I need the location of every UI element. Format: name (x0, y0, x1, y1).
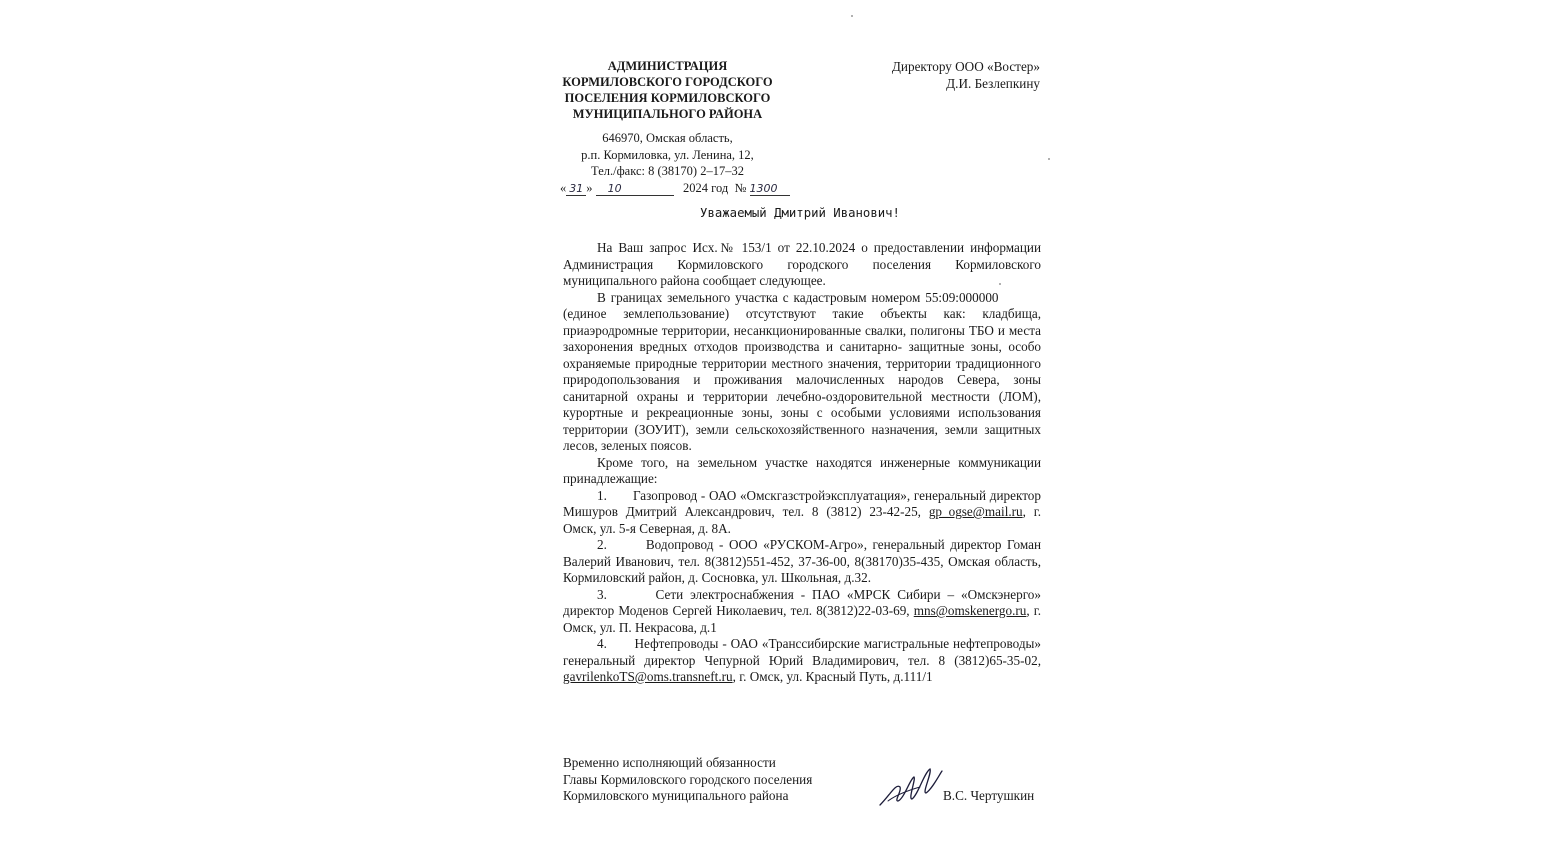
org-line: КОРМИЛОВСКОГО ГОРОДСКОГО (562, 75, 773, 89)
cadastral-text: В границах земельного участка с кадастровым номером 55:09:000000 (597, 289, 999, 305)
scan-speck (999, 283, 1001, 285)
handwritten-signature (876, 765, 948, 809)
paragraph-objects (563, 290, 1041, 455)
recipient-name: Д.И. Безлепкину (946, 75, 1040, 91)
item-number: 2. (597, 537, 607, 552)
email-link[interactable]: gp_ogse@mail.ru (928, 504, 1023, 519)
email-link[interactable]: mns@omskenergo.ru (913, 603, 1027, 618)
item-address: , г. Омск, ул. 5-я Северная, д. 8А. (563, 504, 1042, 536)
signatory-name: В.С. Чертушкин (943, 788, 1035, 803)
greeting: Уважаемый Дмитрий Иванович! (700, 206, 900, 220)
paragraph-communications: Кроме того, на земельном участке находятся инженерные коммуникации принадлежащие: (563, 454, 1041, 486)
signatory-line: Временно исполняющий обязанности (563, 755, 776, 770)
item-number: 3. (597, 586, 607, 602)
address-line: Тел./факс: 8 (38170) 2–17–32 (591, 164, 744, 178)
signatory-position (563, 755, 863, 805)
letter-body (563, 240, 1041, 686)
date-month: 10 (596, 182, 674, 196)
list-item (563, 587, 1041, 637)
item-address: , г. Омск, ул. П. Некрасова, д.1 (563, 603, 1042, 635)
sender-organization (555, 58, 780, 122)
item-text: Газопровод - ОАО «Омскгазстройэксплуатация», генеральный директор Мишуров Дмитрий Александрович, тел. 8 (3812) 23-42-25, (563, 487, 1041, 519)
item-text: Сети электроснабжения - ПАО «МРСК Сибири – «Омскэнерго» директор Моденов Сергей Николаевич, тел. 8(3812)22-03-69, (563, 586, 1041, 618)
number-label: № (734, 181, 747, 195)
recipient-position: Директору ООО «Востер» (891, 59, 1040, 74)
date-day: 31 (566, 182, 586, 196)
item-text: Водопровод - ООО «РУСКОМ-Агро», генеральный директор Гоман Валерий Иванович, тел. 8(3812)551-452, 37-36-00, 8(38170)35-435, Омская область, Кормиловский район, д. Сосновка, ул. Школьная, д.32. (563, 537, 1042, 585)
item-text: Нефтепроводы - ОАО «Транссибирские магистральные нефтепроводы» генеральный директор Чепурной Юрий Владимирович, тел. 8 (3812)65-35-02, (563, 636, 1042, 668)
date-number-line: « 31 » 10 2024 год № 1300 (560, 181, 790, 196)
list-item (563, 488, 1041, 538)
org-line: МУНИЦИПАЛЬНОГО РАЙОНА (572, 107, 763, 121)
item-number: 4. (597, 636, 607, 651)
address-line: 646970, Омская область, (602, 131, 733, 145)
paragraph-request: На Ваш запрос Исх.№ 153/1 от 22.10.2024 о предоставлении информации Администрация Кормиловского городского поселения Кормиловского муниципального района сообщает следующее. (563, 240, 1041, 288)
signatory-line: Главы Кормиловского городского поселения (563, 771, 813, 787)
objects-text: (единое землепользование) отсутствуют такие объекты как: кладбища, приаэродромные территории, несанкционированные свалки, полигоны ТБО и места захоронения вредных отходов производства и санитарно- защитные зоны, особо охраняемые природные территории местного значения, территории традиционного природопользования и проживания малочисленных народов Севера, зоны санитарной охраны и территории лечебно-оздоровительной местности (ЛОМ), курортные и рекреационные зоны, зоны с особыми условиями использования территории (ЗОУИТ), земли сельскохозяйственного назначения, земли защитных лесов, зеленых поясов. (563, 306, 1041, 453)
item-number: 1. (597, 487, 607, 503)
list-item (563, 537, 1041, 587)
sender-address (555, 130, 780, 180)
scan-speck (851, 15, 853, 17)
item-address: , г. Омск, ул. Красный Путь, д.111/1 (732, 669, 933, 684)
scan-speck (1048, 158, 1050, 160)
letter-number: 1300 (750, 182, 790, 196)
org-line: ПОСЕЛЕНИЯ КОРМИЛОВСКОГО (564, 91, 771, 105)
email-link[interactable]: gavrilenkoTS@oms.transneft.ru (563, 669, 733, 684)
date-year: 2024 год (683, 181, 729, 195)
org-line: АДМИНИСТРАЦИЯ (607, 59, 728, 73)
list-item (563, 636, 1041, 686)
recipient (820, 59, 1040, 92)
signatory-line: Кормиловского муниципального района (563, 788, 789, 803)
address-line: р.п. Кормиловка, ул. Ленина, 12, (581, 147, 754, 162)
